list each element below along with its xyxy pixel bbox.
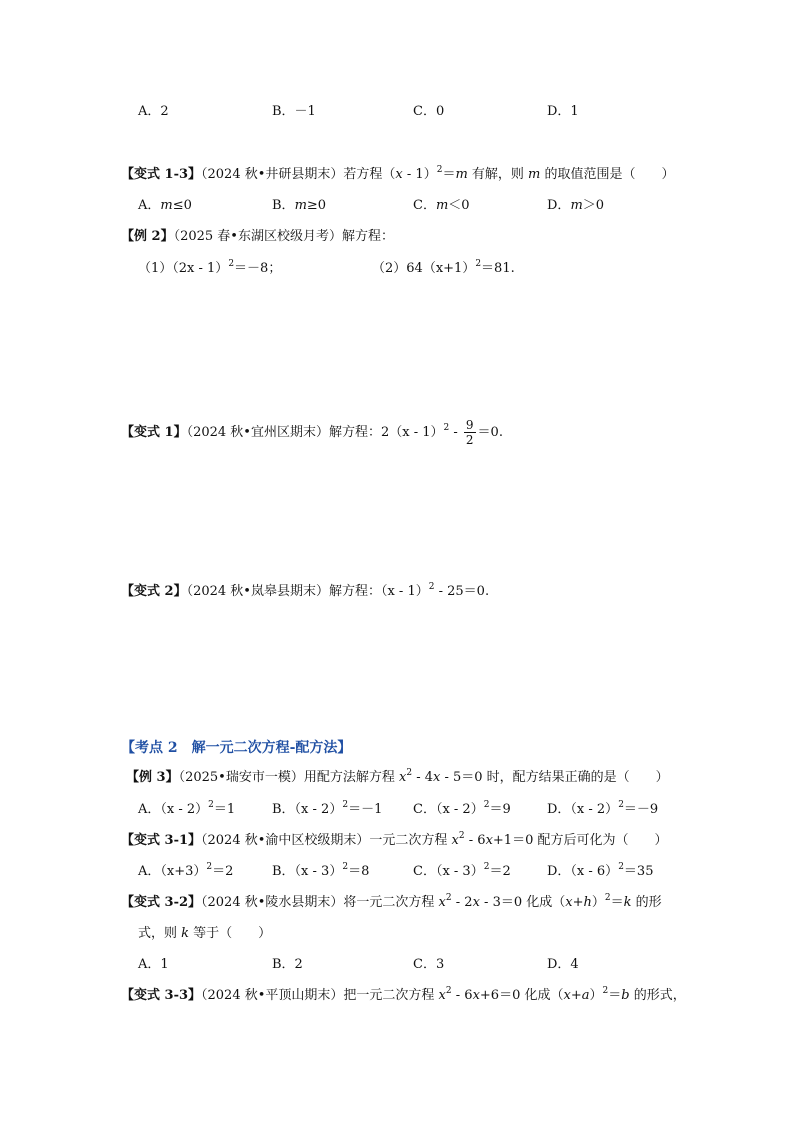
question-v33: 【变式 3-3】（2024 秋•平顶山期末）把一元二次方程 $x^2 - 6x+6=0$ 化成$(x+a)^2=b$ 的形式， bbox=[121, 986, 686, 1003]
sub-question-2: $(2)64(x+1)^2=81$. bbox=[372, 259, 515, 276]
question-v2: 【变式 2】（2024 秋•岚皋县期末）解方程：（x - 1）$^2$ - 25＝0. bbox=[121, 582, 490, 599]
option-d: D．（x - 2）$^2$＝－9 bbox=[547, 800, 659, 817]
question-source: （2025•瑞安市一模） bbox=[178, 770, 304, 785]
option-a: A．1 bbox=[138, 957, 169, 972]
question-ex3: 【例 3】（2025•瑞安市一模）用配方法解方程 $x^2 - 4x - 5=0$ 时，配方结果正确的是（ ） bbox=[126, 768, 669, 785]
question-v13: 【变式 1-3】（2024 秋•井研县期末）若方程（x - 1）$^2$＝m 有解，则 m 的取值范围是（ ） bbox=[121, 165, 675, 182]
option-a: A．m≤0 bbox=[138, 198, 192, 213]
question-v1: 【变式 1】（2024 秋•宜州区期末）解方程：2（x - 1）$^2$ - $\frac{9}{2}$ ＝0. bbox=[121, 418, 503, 447]
question-tag: 【变式 3-1】 bbox=[121, 833, 202, 848]
option-d: D．4 bbox=[547, 957, 579, 972]
option-b: B．（x - 3）$^2$＝8 bbox=[272, 862, 370, 879]
option-c: C．0 bbox=[413, 104, 445, 119]
option-d: D．（x - 6）$^2$＝35 bbox=[547, 862, 654, 879]
option-b: B．2 bbox=[272, 957, 303, 972]
question-tag: 【例 3】 bbox=[126, 770, 179, 785]
option-c: C．（x - 3）$^2$＝2 bbox=[413, 862, 511, 879]
option-d: D．1 bbox=[547, 104, 579, 119]
question-source: （2024 秋•渝中区校级期末） bbox=[201, 833, 370, 848]
fraction: $\frac{9}{2}$ bbox=[465, 418, 474, 447]
question-tag: 【变式 3-2】 bbox=[121, 895, 202, 910]
sub-question-1: （1）（2x - 1）$^2$＝－8； bbox=[138, 259, 282, 276]
option-a: A．2 bbox=[138, 104, 169, 119]
option-a: A．（x - 2）$^2$＝1 bbox=[138, 800, 236, 817]
question-v32-line2: 式，则 k 等于（ ） bbox=[138, 926, 272, 941]
option-a: A．$(x+3)^2=2$ bbox=[138, 862, 234, 879]
question-tag: 【变式 1-3】 bbox=[121, 167, 202, 182]
question-source: （2024 秋•陵水县期末） bbox=[201, 895, 344, 910]
question-ex2: 【例 2】（2025 春•东湖区校级月考）解方程： bbox=[121, 229, 394, 244]
question-tag: 【变式 1】 bbox=[121, 425, 187, 440]
question-source: （2025 春•东湖区校级月考） bbox=[173, 229, 342, 244]
question-source: （2024 秋•平顶山期末） bbox=[201, 988, 344, 1003]
option-b: B．－1 bbox=[272, 104, 316, 119]
option-c: C．m＜0 bbox=[413, 198, 470, 213]
question-tag: 【变式 2】 bbox=[121, 584, 187, 599]
option-b: B．m≥0 bbox=[272, 198, 327, 213]
option-c: C．（x - 2）$^2$＝9 bbox=[413, 800, 511, 817]
question-tag: 【变式 3-3】 bbox=[121, 988, 202, 1003]
question-v31: 【变式 3-1】（2024 秋•渝中区校级期末）一元二次方程 $x^2 - 6x+1=0$ 配方后可化为（ ） bbox=[121, 831, 668, 848]
question-source: （2024 秋•岚皋县期末） bbox=[186, 584, 329, 599]
option-c: C．3 bbox=[413, 957, 445, 972]
question-source: （2024 秋•宜州区期末） bbox=[186, 425, 329, 440]
question-v32: 【变式 3-2】（2024 秋•陵水县期末）将一元二次方程 $x^2 - 2x - 3=0$ 化成$(x+h)^2=k$ 的形 bbox=[121, 893, 662, 910]
section-heading: 【考点 2 解一元二次方程-配方法】 bbox=[121, 740, 352, 756]
option-d: D．m＞0 bbox=[547, 198, 605, 213]
option-b: B．（x - 2）$^2$＝－1 bbox=[272, 800, 383, 817]
question-source: （2024 秋•井研县期末） bbox=[201, 167, 344, 182]
question-tag: 【例 2】 bbox=[121, 229, 174, 244]
